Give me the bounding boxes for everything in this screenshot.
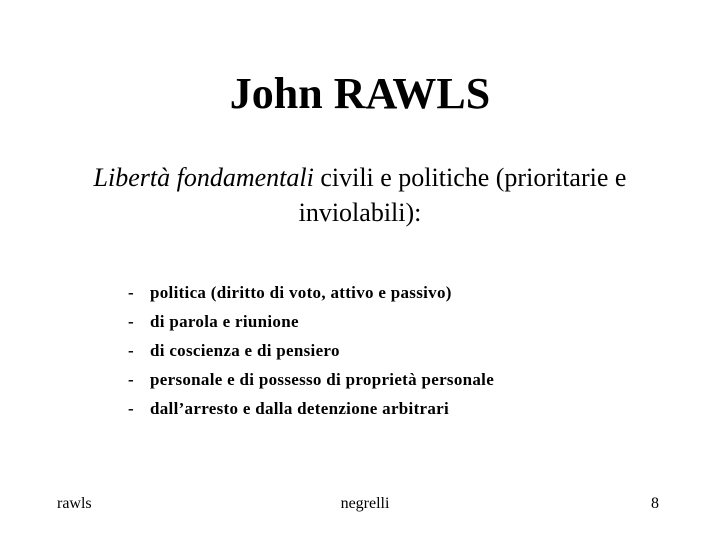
bullet-dash: - [128, 312, 134, 331]
list-item-text: di parola e riunione [150, 312, 299, 331]
footer-left-text: rawls [57, 495, 92, 512]
footer-center-text: negrelli [340, 495, 390, 512]
list-item-text: personale e di possesso di proprietà personale [150, 370, 495, 389]
bullet-dash: - [128, 399, 134, 418]
list-item [128, 336, 494, 365]
bullet-dash: - [128, 370, 134, 389]
list-item [128, 365, 494, 394]
list-item-text: dall’arresto e dalla detenzione arbitrari [150, 399, 450, 418]
liberties-list [128, 278, 494, 423]
subtitle-italic-text: Libertà fondamentali [93, 163, 314, 192]
page-number: 8 [651, 495, 659, 512]
list-item [128, 394, 494, 423]
list-item-text: politica (diritto di voto, attivo e passivo) [150, 283, 452, 302]
slide-subtitle [60, 160, 660, 230]
subtitle-text: civili e politiche (prioritarie e inviolabili): [298, 163, 627, 227]
slide-title: John RAWLS [229, 69, 491, 118]
list-item-text: di coscienza e di pensiero [150, 341, 340, 360]
bullet-dash: - [128, 341, 134, 360]
bullet-dash: - [128, 283, 134, 302]
list-item [128, 278, 494, 307]
list-item [128, 307, 494, 336]
